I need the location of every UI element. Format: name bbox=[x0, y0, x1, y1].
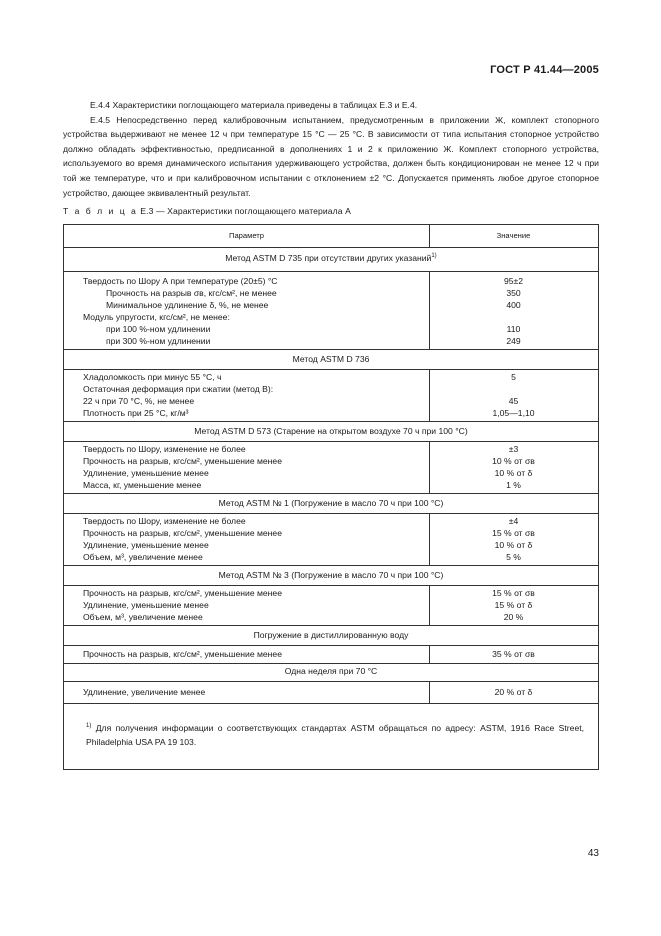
value-cell: 110 bbox=[506, 324, 521, 334]
parameter-cell: Плотность при 25 °С, кг/м³ bbox=[83, 408, 189, 418]
value-cell: 10 % от δ bbox=[494, 540, 533, 550]
parameter-cell: Прочность на разрыв, кгс/см², уменьшение менее bbox=[83, 528, 282, 538]
section-title-one-week: Одна неделя при 70 °С bbox=[284, 666, 378, 676]
table-row bbox=[64, 384, 598, 396]
parameter-cell: при 300 %-ном удлинении bbox=[106, 336, 211, 346]
parameter-cell: Удлинение, уменьшение менее bbox=[83, 468, 209, 478]
table-caption-prefix: Т а б л и ц а bbox=[63, 206, 138, 216]
parameter-cell: Минимальное удлинение δ, %, не менее bbox=[106, 300, 269, 310]
section-title-distilled-water: Погружение в дистиллированную воду bbox=[253, 630, 409, 640]
parameter-cell: Удлинение, увеличение менее bbox=[83, 687, 206, 697]
value-cell: 20 % от δ bbox=[494, 687, 533, 697]
characteristics-table bbox=[63, 224, 599, 770]
value-cell: 15 % от δ bbox=[494, 600, 533, 610]
table-row bbox=[64, 276, 598, 288]
column-header-value: Значение bbox=[496, 231, 531, 240]
value-cell: 20 % bbox=[503, 612, 524, 622]
column-divider bbox=[429, 225, 430, 247]
row-rule bbox=[64, 271, 598, 272]
parameter-cell: Твердость по Шору, изменение не более bbox=[83, 444, 246, 454]
row-rule bbox=[64, 565, 598, 566]
table-row bbox=[64, 528, 598, 540]
table-row bbox=[64, 336, 598, 348]
footnote-marker: 1) bbox=[431, 253, 437, 260]
table-row bbox=[64, 324, 598, 336]
row-rule bbox=[64, 645, 598, 646]
row-rule bbox=[64, 421, 598, 422]
parameter-cell: Прочность на разрыв, кгс/см², уменьшение менее bbox=[83, 588, 282, 598]
section-title-astm-d573: Метод ASTM D 573 (Старение на открытом воздухе 70 ч при 100 °С) bbox=[194, 426, 468, 436]
table-row bbox=[64, 516, 598, 528]
table-row bbox=[64, 288, 598, 300]
table-row bbox=[64, 300, 598, 312]
footnote-text: Для получения информации о соответствующих стандартах ASTM обращаться по адресу: ASTM, 1916 Race Street, Philadelphia USA PA 19 103. bbox=[86, 722, 584, 747]
table-row bbox=[64, 552, 598, 564]
parameter-cell: Остаточная деформация при сжатии (метод В): bbox=[83, 384, 274, 394]
section-title-astm-d735: Метод ASTM D 735 при отсутствии других указаний$^{1)}$ bbox=[225, 253, 437, 263]
value-cell: ±4 bbox=[508, 516, 519, 526]
row-rule bbox=[64, 681, 598, 682]
value-cell: 95±2 bbox=[503, 276, 524, 286]
parameter-cell: Объем, м³, увеличение менее bbox=[83, 612, 203, 622]
table-row bbox=[64, 687, 598, 699]
row-rule bbox=[64, 703, 598, 704]
table-row bbox=[64, 649, 598, 661]
parameter-cell: Масса, кг, уменьшение менее bbox=[83, 480, 202, 490]
value-cell: 45 bbox=[508, 396, 519, 406]
table-row bbox=[64, 396, 598, 408]
parameter-cell: Прочность на разрыв, кгс/см², уменьшение менее bbox=[83, 649, 282, 659]
table-row bbox=[64, 600, 598, 612]
paragraph-e45: Е.4.5 Непосредственно перед калибровочным испытанием, предусмотренным в приложении Ж, комплект стопорного устройства выдерживают не менее 12 ч при температуре 15 °С — 25 °С. В зависимости от типа испытания стопорное устройство должно обладать эффективностью, предписанной в дополнениях 1 и 2 к приложению Ж. Комплект стопорного устройства, используемого во время динамического испытания удерживающего устройства, должен быть кондиционирован не менее 12 ч при той же температуре, что и при калибровочном испытании с отклонением ±2 °С. Допускается применять любое другое стопорное устройство, дающее эквивалентный результат. bbox=[63, 114, 599, 198]
table-row bbox=[64, 408, 598, 420]
parameter-cell: Хладоломкость при минус 55 °С, ч bbox=[83, 372, 222, 382]
column-header-parameter: Параметр bbox=[228, 231, 265, 240]
row-rule bbox=[64, 585, 598, 586]
parameter-cell: Модуль упругости, кгс/см², не менее: bbox=[83, 312, 230, 322]
body-text bbox=[63, 98, 599, 200]
row-rule bbox=[64, 441, 598, 442]
value-cell: 1 % bbox=[506, 480, 521, 490]
parameter-cell: 22 ч при 70 °С, %, не менее bbox=[83, 396, 195, 406]
footnote-marker: 1) bbox=[86, 723, 92, 729]
value-cell: 35 % от σв bbox=[492, 649, 535, 659]
value-cell: 10 % от δ bbox=[494, 468, 533, 478]
value-cell: 5 % bbox=[506, 552, 521, 562]
row-rule bbox=[64, 369, 598, 370]
parameter-cell: Прочность на разрыв σв, кгс/см², не менее bbox=[106, 288, 277, 298]
parameter-cell: Удлинение, уменьшение менее bbox=[83, 540, 209, 550]
parameter-cell: Прочность на разрыв, кгс/см², уменьшение менее bbox=[83, 456, 282, 466]
parameter-cell: Объем, м³, увеличение менее bbox=[83, 552, 203, 562]
parameter-cell: Удлинение, уменьшение менее bbox=[83, 600, 209, 610]
parameter-cell: при 100 %-ном удлинении bbox=[106, 324, 211, 334]
table-caption bbox=[63, 206, 351, 216]
paragraph-e44: Е.4.4 Характеристики поглощающего материала приведены в таблицах Е.3 и Е.4. bbox=[90, 100, 418, 110]
parameter-cell: Твердость по Шору А при температуре (20±5) °С bbox=[83, 276, 278, 286]
table-row bbox=[64, 480, 598, 492]
table-row bbox=[64, 444, 598, 456]
table-row bbox=[64, 468, 598, 480]
row-rule bbox=[64, 349, 598, 350]
value-cell: 249 bbox=[506, 336, 521, 346]
row-rule bbox=[64, 513, 598, 514]
page-number: 43 bbox=[587, 848, 599, 859]
section-title-astm-no3: Метод ASTM № 3 (Погружение в масло 70 ч при 100 °С) bbox=[218, 570, 444, 580]
row-rule bbox=[64, 663, 598, 664]
table-row bbox=[64, 312, 598, 324]
parameter-cell: Твердость по Шору, изменение не более bbox=[83, 516, 246, 526]
row-rule bbox=[64, 493, 598, 494]
value-cell: 350 bbox=[506, 288, 521, 298]
table-row bbox=[64, 372, 598, 384]
document-code: ГОСТ Р 41.44—2005 bbox=[490, 64, 599, 76]
value-cell: 1,05—1,10 bbox=[492, 408, 535, 418]
value-cell: ±3 bbox=[508, 444, 519, 454]
value-cell: 10 % от σв bbox=[492, 456, 535, 466]
table-row bbox=[64, 456, 598, 468]
value-cell: 15 % от σв bbox=[492, 528, 535, 538]
value-cell: 400 bbox=[506, 300, 521, 310]
table-row bbox=[64, 612, 598, 624]
table-caption-text: Е.3 — Характеристики поглощающего материала А bbox=[140, 206, 351, 216]
table-row bbox=[64, 540, 598, 552]
section-title-astm-no1: Метод ASTM № 1 (Погружение в масло 70 ч при 100 °С) bbox=[218, 498, 444, 508]
table-header bbox=[64, 225, 598, 248]
table-row bbox=[64, 588, 598, 600]
section-title-astm-d736: Метод ASTM D 736 bbox=[292, 354, 370, 364]
table-footnote bbox=[64, 719, 598, 749]
value-cell: 15 % от σв bbox=[492, 588, 535, 598]
row-rule bbox=[64, 625, 598, 626]
value-cell: 5 bbox=[511, 372, 516, 382]
